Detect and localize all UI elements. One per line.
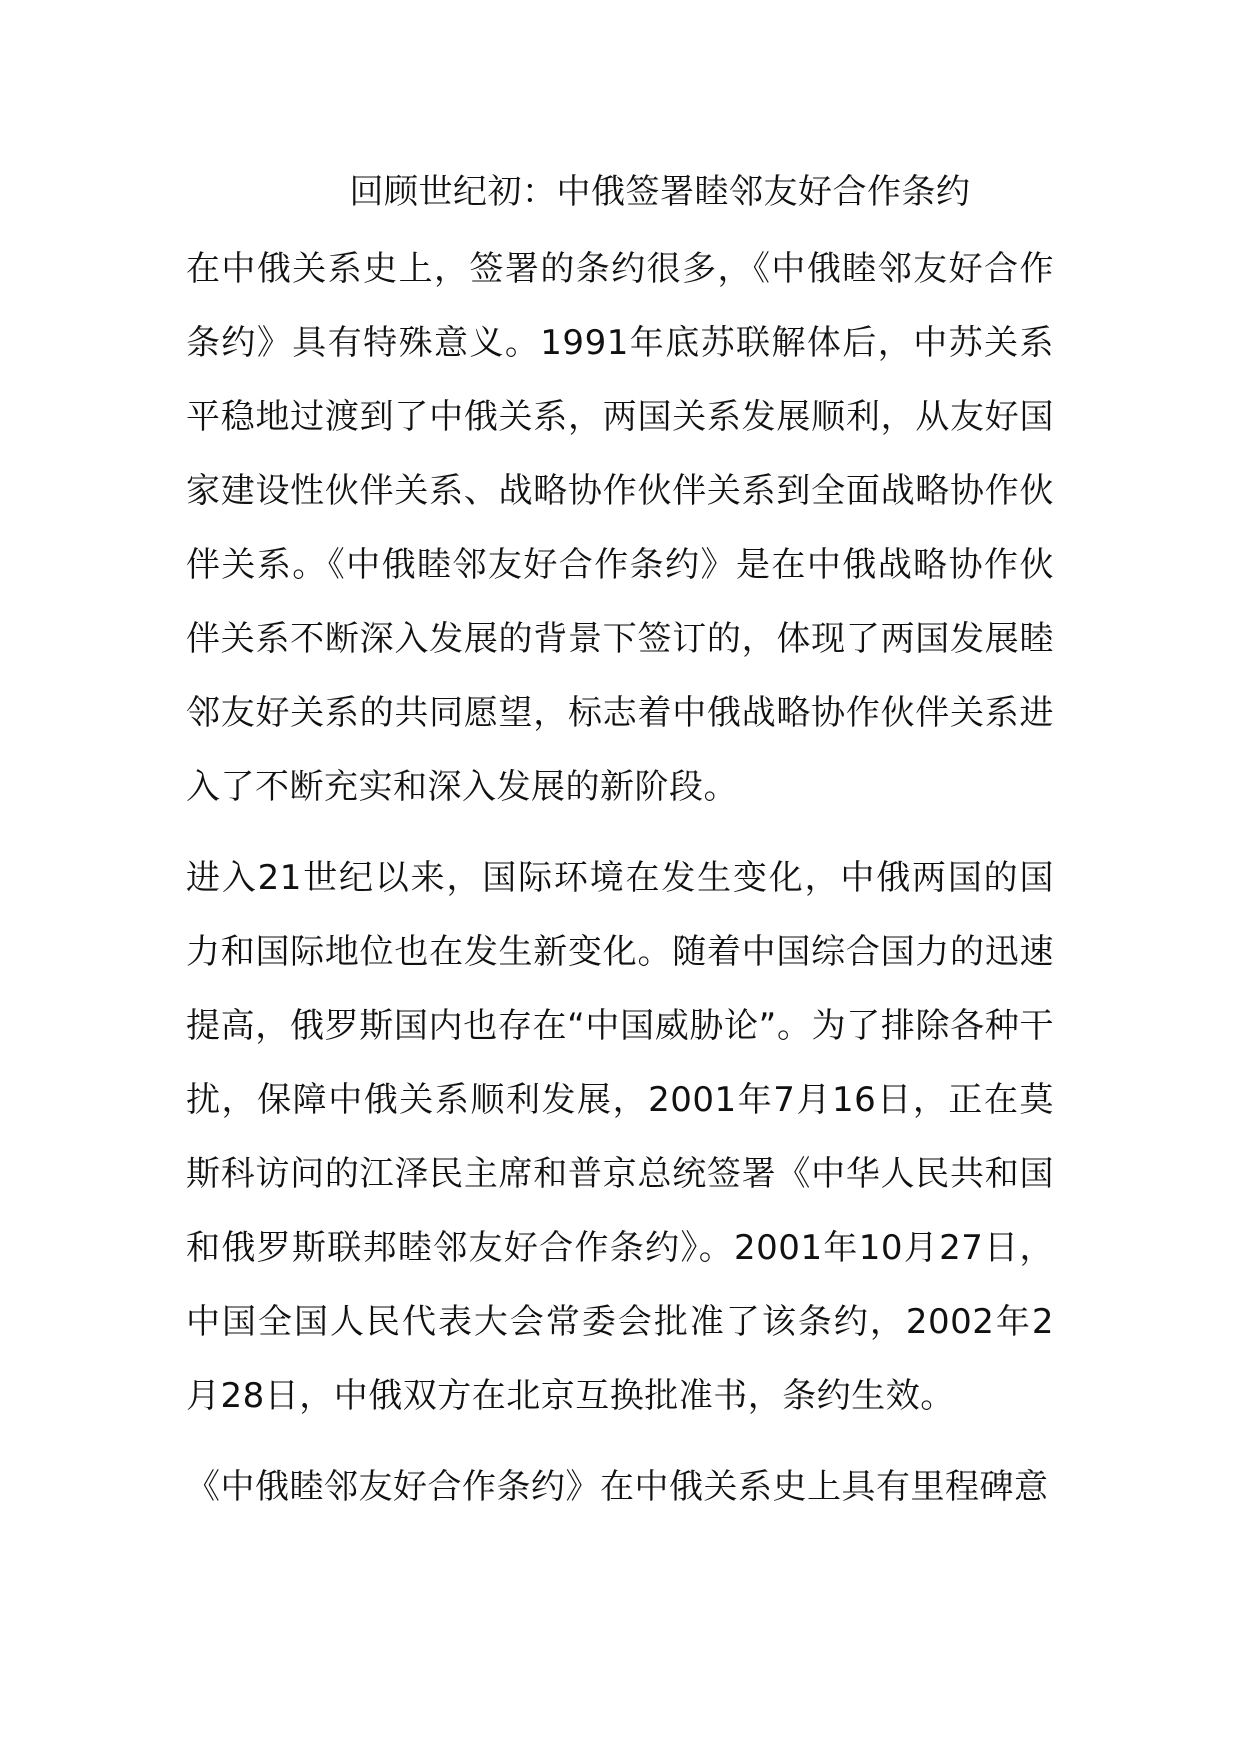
paragraph-3: 《中俄睦邻友好合作条约》在中俄关系史上具有里程碑意 (186, 1467, 1049, 1507)
document-body (186, 232, 1054, 1541)
paragraph-1: 在中俄关系史上，签署的条约很多，《中俄睦邻友好合作条约》具有特殊意义。1991年底苏联解体后，中苏关系平稳地过渡到了中俄关系，两国关系发展顺利，从友好国家建设性伙伴关系、战略协作伙伴关系到全面战略协作伙伴关系。《中俄睦邻友好合作条约》是在中俄战略协作伙伴关系不断深入发展的背景下签订的，体现了两国发展睦邻友好关系的共同愿望，标志着中俄战略协作伙伴关系进入了不断充实和深入发展的新阶段。 (186, 249, 1054, 807)
document-title: 回顾世纪初：中俄签署睦邻友好合作条约 (349, 172, 971, 212)
paragraph-2: 进入21世纪以来，国际环境在发生变化，中俄两国的国力和国际地位也在发生新变化。随着中国综合国力的迅速提高，俄罗斯国内也存在“中国威胁论”。为了排除各种干扰，保障中俄关系顺利发展，2001年7月16日，正在莫斯科访问的江泽民主席和普京总统签署《中华人民共和国和俄罗斯联邦睦邻友好合作条约》。2001年10月27日，中国全国人民代表大会常委会批准了该条约，2002年2月28日，中俄双方在北京互换批准书，条约生效。 (186, 858, 1054, 1416)
